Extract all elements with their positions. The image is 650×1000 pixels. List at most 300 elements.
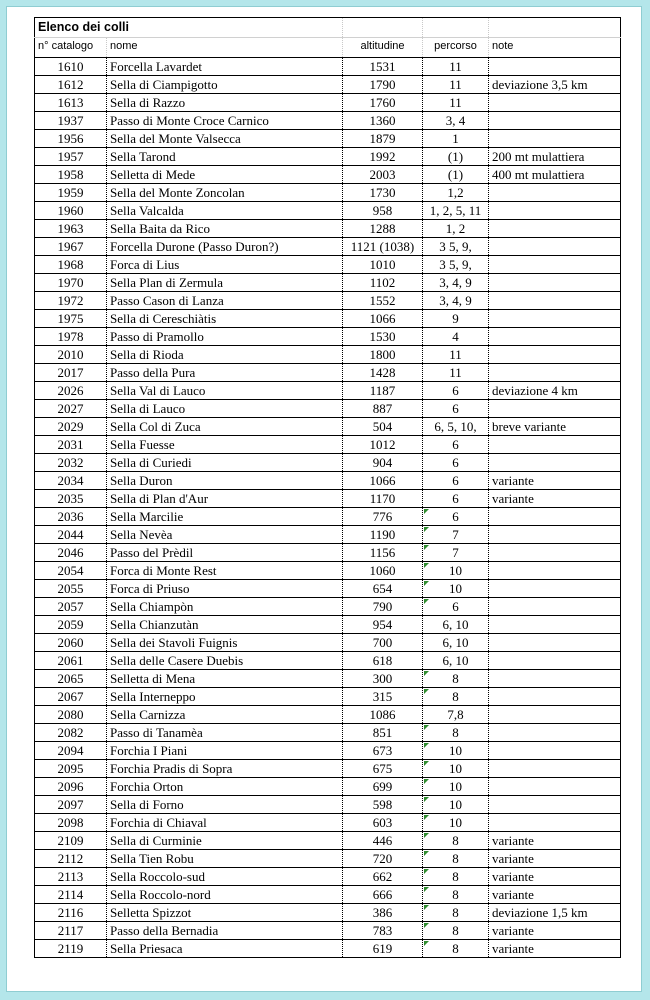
cell-nome[interactable]: Sella Baita da Rico bbox=[107, 220, 343, 238]
cell-nome[interactable]: Sella Duron bbox=[107, 472, 343, 490]
cell-percorso[interactable]: 6 bbox=[423, 400, 489, 418]
cell-nome[interactable]: Passo di Pramollo bbox=[107, 328, 343, 346]
table-row bbox=[35, 184, 621, 202]
cell-altitudine[interactable]: 1790 bbox=[343, 76, 423, 94]
table-row bbox=[35, 148, 621, 166]
cell-catalogo[interactable]: 2097 bbox=[35, 796, 107, 814]
cell-percorso[interactable]: 11 bbox=[423, 58, 489, 76]
cell-percorso[interactable]: 6 bbox=[423, 454, 489, 472]
cell-altitudine[interactable]: 720 bbox=[343, 850, 423, 868]
cell-catalogo[interactable]: 2096 bbox=[35, 778, 107, 796]
cell-altitudine[interactable]: 1428 bbox=[343, 364, 423, 382]
cell-percorso[interactable]: (1) bbox=[423, 166, 489, 184]
table-row bbox=[35, 256, 621, 274]
cell-nome[interactable]: Forca di Monte Rest bbox=[107, 562, 343, 580]
cell-note[interactable]: deviazione 3,5 km bbox=[489, 76, 621, 94]
table-row bbox=[35, 418, 621, 436]
cell-altitudine[interactable]: 1531 bbox=[343, 58, 423, 76]
cell-catalogo[interactable]: 2112 bbox=[35, 850, 107, 868]
cell-percorso[interactable]: 3, 4 bbox=[423, 112, 489, 130]
cell-percorso[interactable]: 1, 2 bbox=[423, 220, 489, 238]
cell-catalogo[interactable]: 1958 bbox=[35, 166, 107, 184]
header-altitudine[interactable]: altitudine bbox=[343, 38, 423, 58]
cell-catalogo[interactable]: 1967 bbox=[35, 238, 107, 256]
cell-altitudine[interactable]: 1190 bbox=[343, 526, 423, 544]
cell-percorso[interactable]: 10 bbox=[423, 742, 489, 760]
cell-note[interactable]: 200 mt mulattiera bbox=[489, 148, 621, 166]
cell-note[interactable] bbox=[489, 238, 621, 256]
cell-altitudine[interactable]: 1012 bbox=[343, 436, 423, 454]
table-row bbox=[35, 76, 621, 94]
cell-catalogo[interactable]: 2046 bbox=[35, 544, 107, 562]
table-row bbox=[35, 796, 621, 814]
table-row bbox=[35, 310, 621, 328]
cell-catalogo[interactable]: 2010 bbox=[35, 346, 107, 364]
table-row bbox=[35, 292, 621, 310]
cell-note[interactable] bbox=[489, 436, 621, 454]
cell-altitudine[interactable]: 673 bbox=[343, 742, 423, 760]
cell-note[interactable] bbox=[489, 220, 621, 238]
cell-nome[interactable]: Sella dei Stavoli Fuignis bbox=[107, 634, 343, 652]
cell-note[interactable] bbox=[489, 364, 621, 382]
cell-nome[interactable]: Forchia di Chiaval bbox=[107, 814, 343, 832]
cell-catalogo[interactable]: 2026 bbox=[35, 382, 107, 400]
cell-percorso[interactable]: 8 bbox=[423, 688, 489, 706]
cell-nome[interactable]: Sella Col di Zuca bbox=[107, 418, 343, 436]
cell-note[interactable] bbox=[489, 274, 621, 292]
cell-catalogo[interactable]: 1963 bbox=[35, 220, 107, 238]
cell-altitudine[interactable]: 700 bbox=[343, 634, 423, 652]
cell-altitudine[interactable]: 662 bbox=[343, 868, 423, 886]
cell-percorso[interactable]: 3, 4, 9 bbox=[423, 292, 489, 310]
cell-catalogo[interactable]: 2036 bbox=[35, 508, 107, 526]
table-row bbox=[35, 670, 621, 688]
cell-nome[interactable]: Sella di Curiedi bbox=[107, 454, 343, 472]
cell-catalogo[interactable]: 2029 bbox=[35, 418, 107, 436]
cell-percorso[interactable]: 6 bbox=[423, 382, 489, 400]
cell-altitudine[interactable]: 1010 bbox=[343, 256, 423, 274]
cell-altitudine[interactable]: 776 bbox=[343, 508, 423, 526]
cell-catalogo[interactable]: 2044 bbox=[35, 526, 107, 544]
cell-note[interactable] bbox=[489, 688, 621, 706]
cell-percorso[interactable]: 3, 4, 9 bbox=[423, 274, 489, 292]
table-row bbox=[35, 562, 621, 580]
cell-percorso[interactable]: 7,8 bbox=[423, 706, 489, 724]
cell-note[interactable]: variante bbox=[489, 868, 621, 886]
cell-note[interactable]: variante bbox=[489, 886, 621, 904]
cell-nome[interactable]: Forcella Durone (Passo Duron?) bbox=[107, 238, 343, 256]
cell-altitudine[interactable]: 1800 bbox=[343, 346, 423, 364]
table-row bbox=[35, 382, 621, 400]
table-row bbox=[35, 274, 621, 292]
cell-altitudine[interactable]: 1552 bbox=[343, 292, 423, 310]
cell-catalogo[interactable]: 2054 bbox=[35, 562, 107, 580]
table-row bbox=[35, 760, 621, 778]
cell-nome[interactable]: Sella Roccolo-sud bbox=[107, 868, 343, 886]
table-row bbox=[35, 742, 621, 760]
cell-note[interactable]: variante bbox=[489, 472, 621, 490]
cell-catalogo[interactable]: 1610 bbox=[35, 58, 107, 76]
cell-catalogo[interactable]: 2031 bbox=[35, 436, 107, 454]
cell-catalogo[interactable]: 2057 bbox=[35, 598, 107, 616]
cell-altitudine[interactable]: 675 bbox=[343, 760, 423, 778]
cell-catalogo[interactable]: 2116 bbox=[35, 904, 107, 922]
cell-altitudine[interactable]: 1360 bbox=[343, 112, 423, 130]
cell-altitudine[interactable]: 1066 bbox=[343, 472, 423, 490]
cell-nome[interactable]: Passo di Tanamèa bbox=[107, 724, 343, 742]
cell-nome[interactable]: Sella di Curminie bbox=[107, 832, 343, 850]
cell-note[interactable]: deviazione 1,5 km bbox=[489, 904, 621, 922]
cell-altitudine[interactable]: 1060 bbox=[343, 562, 423, 580]
table-row bbox=[35, 724, 621, 742]
cell-note[interactable] bbox=[489, 760, 621, 778]
cell-note[interactable] bbox=[489, 256, 621, 274]
cell-altitudine[interactable]: 598 bbox=[343, 796, 423, 814]
cell-catalogo[interactable]: 1968 bbox=[35, 256, 107, 274]
cell-note[interactable] bbox=[489, 616, 621, 634]
cell-nome[interactable]: Passo della Pura bbox=[107, 364, 343, 382]
cell-percorso[interactable]: 10 bbox=[423, 562, 489, 580]
cell-nome[interactable]: Sella Valcalda bbox=[107, 202, 343, 220]
cell-catalogo[interactable]: 2027 bbox=[35, 400, 107, 418]
table-row bbox=[35, 814, 621, 832]
colli-table bbox=[34, 17, 621, 958]
cell-percorso[interactable]: 7 bbox=[423, 544, 489, 562]
cell-catalogo[interactable]: 1972 bbox=[35, 292, 107, 310]
table-row bbox=[35, 346, 621, 364]
cell-percorso[interactable]: 6, 5, 10, bbox=[423, 418, 489, 436]
cell-percorso[interactable]: 10 bbox=[423, 796, 489, 814]
cell-altitudine[interactable]: 1879 bbox=[343, 130, 423, 148]
cell-note[interactable] bbox=[489, 796, 621, 814]
table-row bbox=[35, 472, 621, 490]
cell-percorso[interactable]: 6 bbox=[423, 598, 489, 616]
cell-percorso[interactable]: 7 bbox=[423, 526, 489, 544]
cell-nome[interactable]: Sella delle Casere Duebis bbox=[107, 652, 343, 670]
cell-note[interactable] bbox=[489, 112, 621, 130]
cell-catalogo[interactable]: 2095 bbox=[35, 760, 107, 778]
cell-note[interactable] bbox=[489, 652, 621, 670]
cell-nome[interactable]: Sella Chianzutàn bbox=[107, 616, 343, 634]
header-nome[interactable]: nome bbox=[107, 38, 343, 58]
cell-altitudine[interactable]: 1121 (1038) bbox=[343, 238, 423, 256]
spreadsheet-sheet bbox=[6, 6, 642, 992]
cell-note[interactable]: deviazione 4 km bbox=[489, 382, 621, 400]
cell-nome[interactable]: Forchia Orton bbox=[107, 778, 343, 796]
cell-nome[interactable]: Sella Tien Robu bbox=[107, 850, 343, 868]
cell-catalogo[interactable]: 2119 bbox=[35, 940, 107, 958]
cell-nome[interactable]: Sella Plan di Zermula bbox=[107, 274, 343, 292]
cell-catalogo[interactable]: 1613 bbox=[35, 94, 107, 112]
cell-percorso[interactable]: 11 bbox=[423, 346, 489, 364]
cell-nome[interactable]: Sella Nevèa bbox=[107, 526, 343, 544]
cell-percorso[interactable]: 8 bbox=[423, 724, 489, 742]
title-cell-empty[interactable] bbox=[489, 18, 621, 38]
cell-catalogo[interactable]: 2060 bbox=[35, 634, 107, 652]
cell-note[interactable] bbox=[489, 328, 621, 346]
table-row bbox=[35, 616, 621, 634]
cell-percorso[interactable]: 11 bbox=[423, 94, 489, 112]
cell-altitudine[interactable]: 851 bbox=[343, 724, 423, 742]
cell-altitudine[interactable]: 446 bbox=[343, 832, 423, 850]
cell-catalogo[interactable]: 2109 bbox=[35, 832, 107, 850]
cell-nome[interactable]: Sella di Rioda bbox=[107, 346, 343, 364]
table-row bbox=[35, 454, 621, 472]
cell-nome[interactable]: Sella Roccolo-nord bbox=[107, 886, 343, 904]
cell-percorso[interactable]: 8 bbox=[423, 832, 489, 850]
table-row bbox=[35, 112, 621, 130]
cell-catalogo[interactable]: 1975 bbox=[35, 310, 107, 328]
cell-note[interactable] bbox=[489, 454, 621, 472]
cell-percorso[interactable]: 3 5, 9, bbox=[423, 256, 489, 274]
cell-altitudine[interactable]: 1760 bbox=[343, 94, 423, 112]
table-row bbox=[35, 832, 621, 850]
cell-altitudine[interactable]: 790 bbox=[343, 598, 423, 616]
cell-catalogo[interactable]: 2080 bbox=[35, 706, 107, 724]
cell-note[interactable] bbox=[489, 724, 621, 742]
cell-percorso[interactable]: 1, 2, 5, 11 bbox=[423, 202, 489, 220]
cell-percorso[interactable]: 8 bbox=[423, 922, 489, 940]
cell-nome[interactable]: Forcella Lavardet bbox=[107, 58, 343, 76]
header-percorso[interactable]: percorso bbox=[423, 38, 489, 58]
cell-percorso[interactable]: 6, 10 bbox=[423, 616, 489, 634]
cell-catalogo[interactable]: 2059 bbox=[35, 616, 107, 634]
table-row bbox=[35, 166, 621, 184]
cell-altitudine[interactable]: 1086 bbox=[343, 706, 423, 724]
cell-altitudine[interactable]: 1730 bbox=[343, 184, 423, 202]
cell-percorso[interactable]: 6, 10 bbox=[423, 634, 489, 652]
cell-catalogo[interactable]: 2098 bbox=[35, 814, 107, 832]
cell-percorso[interactable]: 6 bbox=[423, 472, 489, 490]
cell-nome[interactable]: Sella di Plan d'Aur bbox=[107, 490, 343, 508]
table-row bbox=[35, 508, 621, 526]
cell-percorso[interactable]: 6 bbox=[423, 508, 489, 526]
cell-percorso[interactable]: 4 bbox=[423, 328, 489, 346]
cell-percorso[interactable]: 8 bbox=[423, 868, 489, 886]
cell-catalogo[interactable]: 1978 bbox=[35, 328, 107, 346]
cell-percorso[interactable]: 3 5, 9, bbox=[423, 238, 489, 256]
cell-nome[interactable]: Sella Fuesse bbox=[107, 436, 343, 454]
cell-altitudine[interactable]: 2003 bbox=[343, 166, 423, 184]
cell-percorso[interactable]: 8 bbox=[423, 940, 489, 958]
cell-catalogo[interactable]: 2067 bbox=[35, 688, 107, 706]
cell-altitudine[interactable]: 699 bbox=[343, 778, 423, 796]
table-row bbox=[35, 706, 621, 724]
table-row bbox=[35, 436, 621, 454]
table-row bbox=[35, 220, 621, 238]
table-row bbox=[35, 922, 621, 940]
cell-altitudine[interactable]: 1187 bbox=[343, 382, 423, 400]
cell-catalogo[interactable]: 1970 bbox=[35, 274, 107, 292]
cell-note[interactable] bbox=[489, 706, 621, 724]
cell-nome[interactable]: Sella Marcilie bbox=[107, 508, 343, 526]
cell-percorso[interactable]: 10 bbox=[423, 760, 489, 778]
cell-note[interactable] bbox=[489, 526, 621, 544]
table-row bbox=[35, 886, 621, 904]
cell-altitudine[interactable]: 618 bbox=[343, 652, 423, 670]
cell-altitudine[interactable]: 603 bbox=[343, 814, 423, 832]
cell-nome[interactable]: Sella Tarond bbox=[107, 148, 343, 166]
table-row bbox=[35, 364, 621, 382]
table-title[interactable]: Elenco dei colli bbox=[35, 18, 343, 38]
cell-note[interactable] bbox=[489, 184, 621, 202]
cell-nome[interactable]: Sella Carnizza bbox=[107, 706, 343, 724]
cell-note[interactable] bbox=[489, 310, 621, 328]
cell-altitudine[interactable]: 1102 bbox=[343, 274, 423, 292]
title-cell-empty[interactable] bbox=[343, 18, 423, 38]
cell-percorso[interactable]: 1 bbox=[423, 130, 489, 148]
cell-note[interactable] bbox=[489, 580, 621, 598]
cell-percorso[interactable]: 10 bbox=[423, 814, 489, 832]
cell-catalogo[interactable]: 1612 bbox=[35, 76, 107, 94]
cell-nome[interactable]: Sella Val di Lauco bbox=[107, 382, 343, 400]
cell-note[interactable] bbox=[489, 544, 621, 562]
cell-nome[interactable]: Sella del Monte Valsecca bbox=[107, 130, 343, 148]
cell-percorso[interactable]: 11 bbox=[423, 76, 489, 94]
cell-catalogo[interactable]: 2114 bbox=[35, 886, 107, 904]
cell-note[interactable] bbox=[489, 814, 621, 832]
cell-nome[interactable]: Sella Interneppo bbox=[107, 688, 343, 706]
cell-altitudine[interactable]: 1156 bbox=[343, 544, 423, 562]
cell-note[interactable] bbox=[489, 634, 621, 652]
cell-altitudine[interactable]: 1992 bbox=[343, 148, 423, 166]
table-row bbox=[35, 580, 621, 598]
cell-catalogo[interactable]: 2055 bbox=[35, 580, 107, 598]
cell-nome[interactable]: Sella di Razzo bbox=[107, 94, 343, 112]
cell-percorso[interactable]: (1) bbox=[423, 148, 489, 166]
table-row bbox=[35, 400, 621, 418]
cell-altitudine[interactable]: 1170 bbox=[343, 490, 423, 508]
cell-note[interactable]: variante bbox=[489, 490, 621, 508]
cell-altitudine[interactable]: 958 bbox=[343, 202, 423, 220]
cell-catalogo[interactable]: 1956 bbox=[35, 130, 107, 148]
cell-note[interactable] bbox=[489, 130, 621, 148]
cell-nome[interactable]: Selletta di Mede bbox=[107, 166, 343, 184]
cell-note[interactable] bbox=[489, 292, 621, 310]
table-row bbox=[35, 202, 621, 220]
cell-percorso[interactable]: 8 bbox=[423, 670, 489, 688]
cell-percorso[interactable]: 10 bbox=[423, 778, 489, 796]
cell-percorso[interactable]: 9 bbox=[423, 310, 489, 328]
cell-percorso[interactable]: 6, 10 bbox=[423, 652, 489, 670]
cell-catalogo[interactable]: 2094 bbox=[35, 742, 107, 760]
cell-altitudine[interactable]: 666 bbox=[343, 886, 423, 904]
cell-note[interactable] bbox=[489, 670, 621, 688]
cell-nome[interactable]: Sella di Forno bbox=[107, 796, 343, 814]
cell-percorso[interactable]: 6 bbox=[423, 490, 489, 508]
cell-note[interactable]: variante bbox=[489, 922, 621, 940]
cell-nome[interactable]: Passo di Monte Croce Carnico bbox=[107, 112, 343, 130]
header-catalogo[interactable]: n° catalogo bbox=[35, 38, 107, 58]
cell-catalogo[interactable]: 2117 bbox=[35, 922, 107, 940]
cell-altitudine[interactable]: 954 bbox=[343, 616, 423, 634]
table-row bbox=[35, 598, 621, 616]
cell-nome[interactable]: Sella Chiampòn bbox=[107, 598, 343, 616]
cell-nome[interactable]: Passo Cason di Lanza bbox=[107, 292, 343, 310]
cell-catalogo[interactable]: 2061 bbox=[35, 652, 107, 670]
cell-nome[interactable]: Sella di Ciampigotto bbox=[107, 76, 343, 94]
cell-catalogo[interactable]: 2032 bbox=[35, 454, 107, 472]
cell-catalogo[interactable]: 2017 bbox=[35, 364, 107, 382]
cell-nome[interactable]: Sella del Monte Zoncolan bbox=[107, 184, 343, 202]
cell-percorso[interactable]: 11 bbox=[423, 364, 489, 382]
cell-catalogo[interactable]: 2034 bbox=[35, 472, 107, 490]
cell-altitudine[interactable]: 315 bbox=[343, 688, 423, 706]
cell-altitudine[interactable]: 1288 bbox=[343, 220, 423, 238]
cell-note[interactable] bbox=[489, 58, 621, 76]
cell-catalogo[interactable]: 2113 bbox=[35, 868, 107, 886]
header-note[interactable]: note bbox=[489, 38, 621, 58]
cell-altitudine[interactable]: 654 bbox=[343, 580, 423, 598]
cell-catalogo[interactable]: 1957 bbox=[35, 148, 107, 166]
cell-altitudine[interactable]: 1530 bbox=[343, 328, 423, 346]
table-row bbox=[35, 940, 621, 958]
cell-altitudine[interactable]: 504 bbox=[343, 418, 423, 436]
cell-percorso[interactable]: 1,2 bbox=[423, 184, 489, 202]
cell-nome[interactable]: Selletta Spizzot bbox=[107, 904, 343, 922]
cell-note[interactable]: variante bbox=[489, 832, 621, 850]
cell-altitudine[interactable]: 300 bbox=[343, 670, 423, 688]
cell-altitudine[interactable]: 1066 bbox=[343, 310, 423, 328]
cell-nome[interactable]: Sella Priesaca bbox=[107, 940, 343, 958]
cell-percorso[interactable]: 8 bbox=[423, 904, 489, 922]
cell-percorso[interactable]: 10 bbox=[423, 580, 489, 598]
table-row bbox=[35, 652, 621, 670]
title-cell-empty[interactable] bbox=[423, 18, 489, 38]
cell-note[interactable] bbox=[489, 742, 621, 760]
cell-catalogo[interactable]: 1960 bbox=[35, 202, 107, 220]
cell-altitudine[interactable]: 887 bbox=[343, 400, 423, 418]
cell-note[interactable]: 400 mt mulattiera bbox=[489, 166, 621, 184]
cell-note[interactable]: breve variante bbox=[489, 418, 621, 436]
cell-note[interactable] bbox=[489, 400, 621, 418]
cell-nome[interactable]: Passo della Bernadia bbox=[107, 922, 343, 940]
table-row bbox=[35, 58, 621, 76]
cell-altitudine[interactable]: 904 bbox=[343, 454, 423, 472]
cell-nome[interactable]: Sella di Cereschiàtis bbox=[107, 310, 343, 328]
cell-altitudine[interactable]: 783 bbox=[343, 922, 423, 940]
cell-catalogo[interactable]: 2065 bbox=[35, 670, 107, 688]
cell-nome[interactable]: Selletta di Mena bbox=[107, 670, 343, 688]
cell-note[interactable]: variante bbox=[489, 940, 621, 958]
cell-nome[interactable]: Forchia I Piani bbox=[107, 742, 343, 760]
cell-nome[interactable]: Sella di Lauco bbox=[107, 400, 343, 418]
cell-note[interactable] bbox=[489, 202, 621, 220]
cell-note[interactable] bbox=[489, 778, 621, 796]
cell-catalogo[interactable]: 1959 bbox=[35, 184, 107, 202]
cell-note[interactable] bbox=[489, 346, 621, 364]
cell-note[interactable] bbox=[489, 598, 621, 616]
cell-nome[interactable]: Passo del Prèdil bbox=[107, 544, 343, 562]
table-row bbox=[35, 544, 621, 562]
cell-note[interactable] bbox=[489, 94, 621, 112]
cell-note[interactable] bbox=[489, 562, 621, 580]
cell-nome[interactable]: Forca di Lius bbox=[107, 256, 343, 274]
cell-altitudine[interactable]: 386 bbox=[343, 904, 423, 922]
cell-percorso[interactable]: 8 bbox=[423, 886, 489, 904]
table-row bbox=[35, 490, 621, 508]
cell-nome[interactable]: Forchia Pradis di Sopra bbox=[107, 760, 343, 778]
cell-altitudine[interactable]: 619 bbox=[343, 940, 423, 958]
cell-catalogo[interactable]: 1937 bbox=[35, 112, 107, 130]
cell-catalogo[interactable]: 2082 bbox=[35, 724, 107, 742]
cell-percorso[interactable]: 8 bbox=[423, 850, 489, 868]
cell-note[interactable]: variante bbox=[489, 850, 621, 868]
cell-nome[interactable]: Forca di Priuso bbox=[107, 580, 343, 598]
cell-percorso[interactable]: 6 bbox=[423, 436, 489, 454]
cell-note[interactable] bbox=[489, 508, 621, 526]
cell-catalogo[interactable]: 2035 bbox=[35, 490, 107, 508]
